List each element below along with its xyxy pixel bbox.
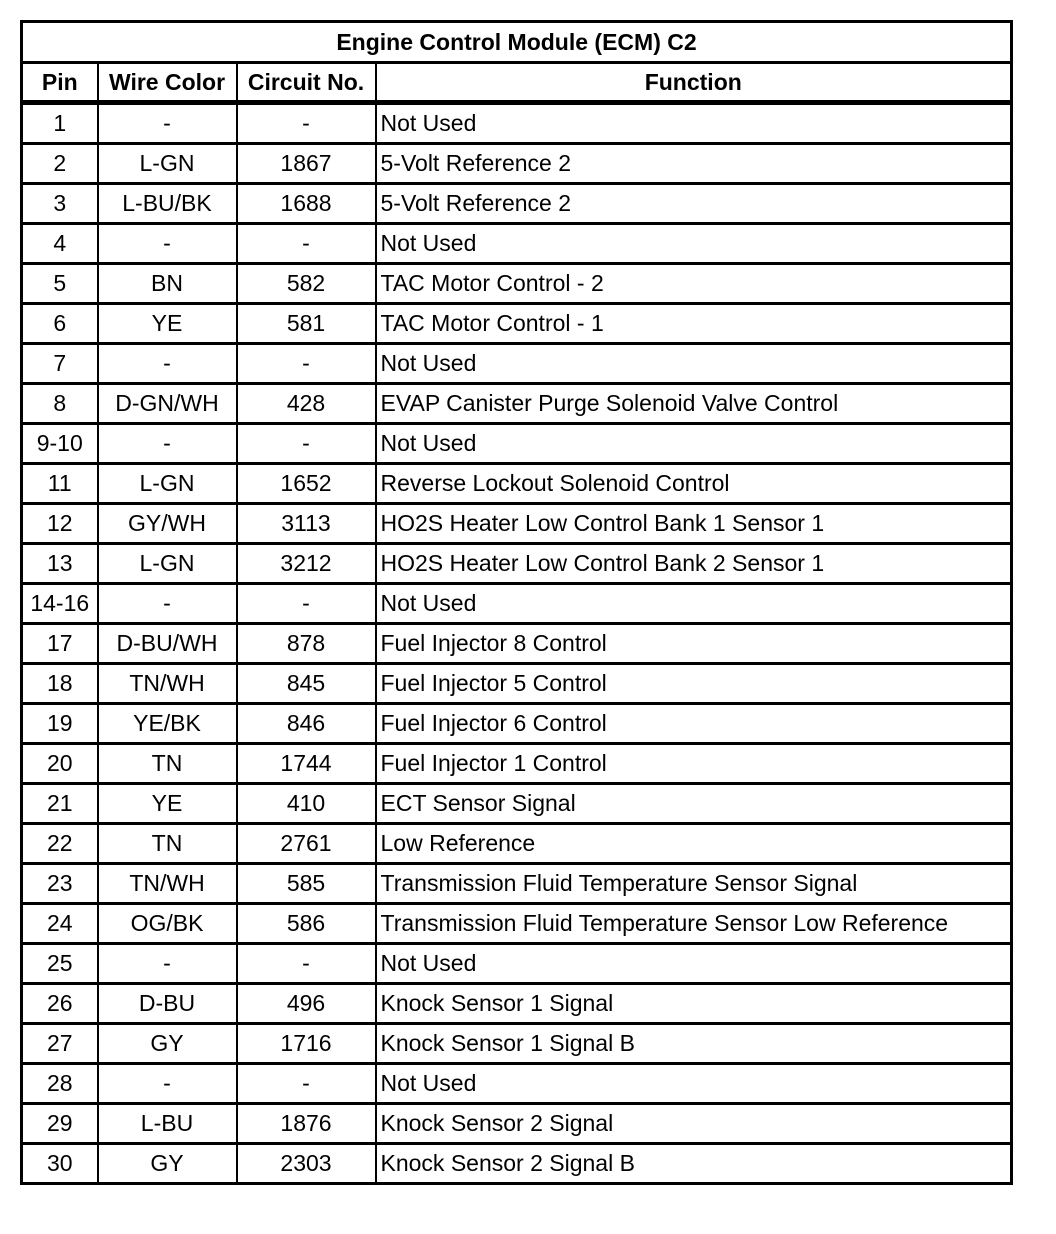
function-cell: Fuel Injector 5 Control bbox=[376, 664, 1012, 704]
circuit-number-cell: 1716 bbox=[237, 1024, 376, 1064]
pin-cell: 6 bbox=[22, 304, 98, 344]
wire-color-cell: - bbox=[98, 224, 237, 264]
pin-cell: 22 bbox=[22, 824, 98, 864]
function-cell: TAC Motor Control - 2 bbox=[376, 264, 1012, 304]
circuit-number-cell: 585 bbox=[237, 864, 376, 904]
circuit-number-cell: 586 bbox=[237, 904, 376, 944]
function-cell: Not Used bbox=[376, 103, 1012, 144]
circuit-number-cell: 845 bbox=[237, 664, 376, 704]
pin-cell: 27 bbox=[22, 1024, 98, 1064]
table-row bbox=[22, 624, 1012, 664]
circuit-number-cell: - bbox=[237, 344, 376, 384]
function-cell: Not Used bbox=[376, 344, 1012, 384]
wire-color-cell: - bbox=[98, 424, 237, 464]
pin-cell: 7 bbox=[22, 344, 98, 384]
pin-cell: 2 bbox=[22, 144, 98, 184]
wire-color-cell: - bbox=[98, 584, 237, 624]
function-cell: EVAP Canister Purge Solenoid Valve Control bbox=[376, 384, 1012, 424]
table-row bbox=[22, 384, 1012, 424]
wire-color-cell: L-GN bbox=[98, 544, 237, 584]
table-row bbox=[22, 144, 1012, 184]
function-cell: Not Used bbox=[376, 1064, 1012, 1104]
table-row bbox=[22, 784, 1012, 824]
table-row bbox=[22, 904, 1012, 944]
table-row bbox=[22, 264, 1012, 304]
function-cell: Reverse Lockout Solenoid Control bbox=[376, 464, 1012, 504]
table-row bbox=[22, 184, 1012, 224]
wire-color-cell: L-GN bbox=[98, 144, 237, 184]
function-cell: HO2S Heater Low Control Bank 1 Sensor 1 bbox=[376, 504, 1012, 544]
function-cell: TAC Motor Control - 1 bbox=[376, 304, 1012, 344]
function-cell: Fuel Injector 6 Control bbox=[376, 704, 1012, 744]
column-header-wire-color: Wire Color bbox=[98, 63, 237, 103]
pin-cell: 3 bbox=[22, 184, 98, 224]
table-row bbox=[22, 1024, 1012, 1064]
table-header-row bbox=[22, 63, 1012, 103]
function-cell: Knock Sensor 2 Signal B bbox=[376, 1144, 1012, 1184]
function-cell: Fuel Injector 8 Control bbox=[376, 624, 1012, 664]
circuit-number-cell: 2761 bbox=[237, 824, 376, 864]
circuit-number-cell: 1876 bbox=[237, 1104, 376, 1144]
function-cell: Transmission Fluid Temperature Sensor Low Reference bbox=[376, 904, 1012, 944]
table-row bbox=[22, 304, 1012, 344]
function-cell: HO2S Heater Low Control Bank 2 Sensor 1 bbox=[376, 544, 1012, 584]
pin-cell: 23 bbox=[22, 864, 98, 904]
function-cell: Knock Sensor 2 Signal bbox=[376, 1104, 1012, 1144]
column-header-circuit-no: Circuit No. bbox=[237, 63, 376, 103]
wire-color-cell: D-GN/WH bbox=[98, 384, 237, 424]
table-row bbox=[22, 1104, 1012, 1144]
pin-cell: 12 bbox=[22, 504, 98, 544]
function-cell: Not Used bbox=[376, 584, 1012, 624]
table-row bbox=[22, 664, 1012, 704]
circuit-number-cell: - bbox=[237, 224, 376, 264]
pin-cell: 4 bbox=[22, 224, 98, 264]
pin-cell: 1 bbox=[22, 103, 98, 144]
function-cell: Transmission Fluid Temperature Sensor Signal bbox=[376, 864, 1012, 904]
circuit-number-cell: 582 bbox=[237, 264, 376, 304]
table-row bbox=[22, 864, 1012, 904]
function-cell: 5-Volt Reference 2 bbox=[376, 184, 1012, 224]
circuit-number-cell: - bbox=[237, 584, 376, 624]
function-cell: Not Used bbox=[376, 224, 1012, 264]
table-row bbox=[22, 344, 1012, 384]
table-row bbox=[22, 224, 1012, 264]
pin-cell: 5 bbox=[22, 264, 98, 304]
wire-color-cell: TN bbox=[98, 744, 237, 784]
circuit-number-cell: - bbox=[237, 1064, 376, 1104]
function-cell: ECT Sensor Signal bbox=[376, 784, 1012, 824]
pin-cell: 20 bbox=[22, 744, 98, 784]
circuit-number-cell: 2303 bbox=[237, 1144, 376, 1184]
wire-color-cell: - bbox=[98, 944, 237, 984]
table-row bbox=[22, 504, 1012, 544]
pin-cell: 9-10 bbox=[22, 424, 98, 464]
wire-color-cell: - bbox=[98, 344, 237, 384]
table-row bbox=[22, 584, 1012, 624]
column-header-pin: Pin bbox=[22, 63, 98, 103]
wire-color-cell: D-BU bbox=[98, 984, 237, 1024]
table-title: Engine Control Module (ECM) C2 bbox=[22, 22, 1012, 63]
circuit-number-cell: 878 bbox=[237, 624, 376, 664]
table-row bbox=[22, 1144, 1012, 1184]
wire-color-cell: L-BU/BK bbox=[98, 184, 237, 224]
connector-pinout-table bbox=[20, 20, 1013, 1185]
wire-color-cell: TN bbox=[98, 824, 237, 864]
wire-color-cell: GY bbox=[98, 1024, 237, 1064]
pin-cell: 13 bbox=[22, 544, 98, 584]
function-cell: Not Used bbox=[376, 424, 1012, 464]
table-title-row bbox=[22, 22, 1012, 63]
table-row bbox=[22, 424, 1012, 464]
function-cell: Knock Sensor 1 Signal B bbox=[376, 1024, 1012, 1064]
circuit-number-cell: - bbox=[237, 103, 376, 144]
wire-color-cell: TN/WH bbox=[98, 864, 237, 904]
function-cell: Fuel Injector 1 Control bbox=[376, 744, 1012, 784]
circuit-number-cell: 1867 bbox=[237, 144, 376, 184]
circuit-number-cell: 1652 bbox=[237, 464, 376, 504]
column-header-function: Function bbox=[376, 63, 1012, 103]
circuit-number-cell: 428 bbox=[237, 384, 376, 424]
table-row bbox=[22, 704, 1012, 744]
pin-cell: 17 bbox=[22, 624, 98, 664]
circuit-number-cell: 410 bbox=[237, 784, 376, 824]
circuit-number-cell: 3113 bbox=[237, 504, 376, 544]
pin-cell: 11 bbox=[22, 464, 98, 504]
circuit-number-cell: 496 bbox=[237, 984, 376, 1024]
pin-cell: 25 bbox=[22, 944, 98, 984]
wire-color-cell: OG/BK bbox=[98, 904, 237, 944]
table-row bbox=[22, 824, 1012, 864]
circuit-number-cell: 3212 bbox=[237, 544, 376, 584]
pin-cell: 26 bbox=[22, 984, 98, 1024]
pin-cell: 28 bbox=[22, 1064, 98, 1104]
function-cell: Not Used bbox=[376, 944, 1012, 984]
pin-cell: 30 bbox=[22, 1144, 98, 1184]
wire-color-cell: BN bbox=[98, 264, 237, 304]
wire-color-cell: - bbox=[98, 103, 237, 144]
wire-color-cell: YE/BK bbox=[98, 704, 237, 744]
wire-color-cell: TN/WH bbox=[98, 664, 237, 704]
function-cell: Knock Sensor 1 Signal bbox=[376, 984, 1012, 1024]
wire-color-cell: L-BU bbox=[98, 1104, 237, 1144]
circuit-number-cell: 581 bbox=[237, 304, 376, 344]
circuit-number-cell: 846 bbox=[237, 704, 376, 744]
table-row bbox=[22, 464, 1012, 504]
pin-cell: 21 bbox=[22, 784, 98, 824]
wire-color-cell: D-BU/WH bbox=[98, 624, 237, 664]
wire-color-cell: YE bbox=[98, 304, 237, 344]
table-row bbox=[22, 103, 1012, 144]
wire-color-cell: L-GN bbox=[98, 464, 237, 504]
function-cell: Low Reference bbox=[376, 824, 1012, 864]
table-row bbox=[22, 744, 1012, 784]
table-row bbox=[22, 1064, 1012, 1104]
table-row bbox=[22, 944, 1012, 984]
table-row bbox=[22, 544, 1012, 584]
table-row bbox=[22, 984, 1012, 1024]
pin-cell: 8 bbox=[22, 384, 98, 424]
pin-cell: 24 bbox=[22, 904, 98, 944]
circuit-number-cell: - bbox=[237, 944, 376, 984]
pin-cell: 18 bbox=[22, 664, 98, 704]
pin-cell: 14-16 bbox=[22, 584, 98, 624]
table-body bbox=[22, 103, 1012, 1184]
wire-color-cell: GY/WH bbox=[98, 504, 237, 544]
wire-color-cell: YE bbox=[98, 784, 237, 824]
function-cell: 5-Volt Reference 2 bbox=[376, 144, 1012, 184]
wire-color-cell: GY bbox=[98, 1144, 237, 1184]
pin-cell: 29 bbox=[22, 1104, 98, 1144]
circuit-number-cell: - bbox=[237, 424, 376, 464]
wire-color-cell: - bbox=[98, 1064, 237, 1104]
circuit-number-cell: 1744 bbox=[237, 744, 376, 784]
circuit-number-cell: 1688 bbox=[237, 184, 376, 224]
pin-cell: 19 bbox=[22, 704, 98, 744]
